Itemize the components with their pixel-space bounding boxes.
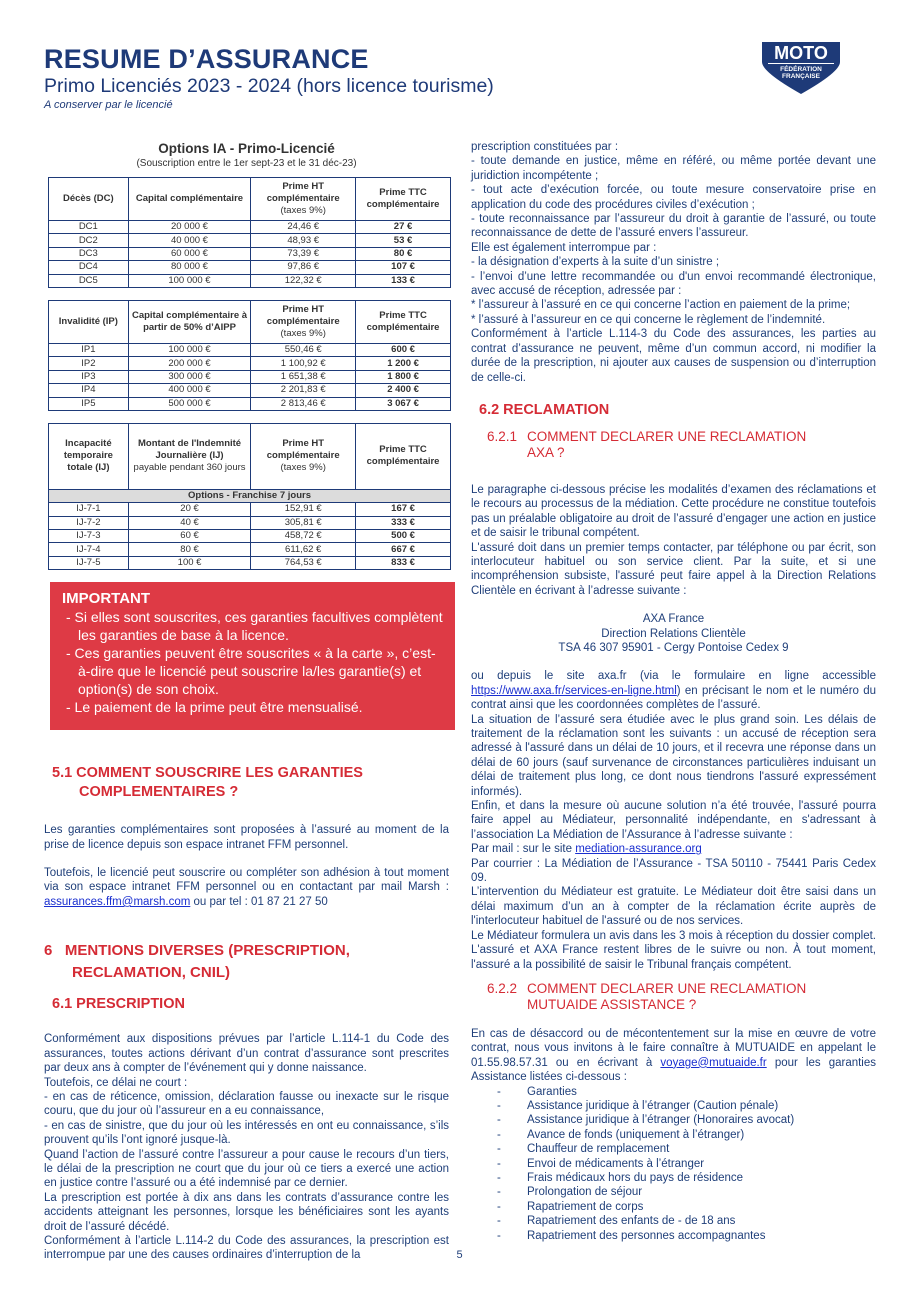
- address-line: AXA France: [642, 613, 705, 626]
- table-cell: 80 000 €: [128, 261, 251, 274]
- table-row: [49, 343, 451, 356]
- svg-text:MOTO: MOTO: [774, 43, 828, 63]
- table-cell: DC2: [49, 234, 129, 247]
- table-cell: 100 €: [128, 556, 251, 569]
- page-title: RESUME D’ASSURANCE: [44, 44, 369, 74]
- table-row: [49, 530, 451, 543]
- table-cell: 80 €: [128, 543, 251, 556]
- table-cell: 73,39 €: [251, 247, 356, 260]
- table-cell: DC3: [49, 247, 129, 260]
- s51-paragraph-2: Toutefois, le licencié peut souscrire ou compléter son adhésion à tout moment via son espace intranet FFM personnel ou en contactant par mail Marsh : assurances.ffm@marsh.com ou par tel : 01 87 21 27 50: [44, 867, 449, 908]
- guarantees-list: [471, 1085, 876, 1243]
- table-body: [49, 503, 451, 570]
- table-cell: IP5: [49, 397, 129, 410]
- table-cell: 550,46 €: [251, 343, 356, 356]
- s51-paragraph-1: Les garanties complémentaires sont proposées à l’assuré au moment de la prise de licence depuis son espace intranet FFM personnel.: [44, 824, 449, 851]
- page-number: 5: [456, 1249, 463, 1261]
- subsection-6-2-2-title: 6.2.2 COMMENT DECLARER UNE RECLAMATION MUTUAIDE ASSISTANCE ?: [487, 980, 807, 1012]
- table-cell: 100 000 €: [128, 274, 251, 287]
- table-cell: 458,72 €: [251, 530, 356, 543]
- important-title: IMPORTANT: [62, 590, 151, 608]
- table-cell: DC1: [49, 221, 129, 234]
- list-item: - Frais médicaux hors du pays de résidence: [497, 1171, 744, 1184]
- table-cell: 833 €: [356, 556, 451, 569]
- marsh-email-link[interactable]: assurances.ffm@marsh.com: [44, 895, 191, 908]
- table-row: [49, 384, 451, 397]
- table-separator: Options - Franchise 7 jours: [49, 489, 451, 502]
- mediation-link[interactable]: mediation-assurance.org: [575, 843, 702, 856]
- table-cell: 764,53 €: [251, 556, 356, 569]
- table-cell: 333 €: [356, 516, 451, 529]
- s61-lines: [44, 1076, 449, 1263]
- table-header: Prime TTC complémentaire: [356, 178, 451, 221]
- right-column: [471, 140, 876, 1243]
- table-cell: 305,81 €: [251, 516, 356, 529]
- table-cell: 48,93 €: [251, 234, 356, 247]
- table-cell: IJ-7-3: [49, 530, 129, 543]
- table-cell: IJ-7-4: [49, 543, 129, 556]
- table-row: [49, 221, 451, 234]
- table-cell: 600 €: [356, 343, 451, 356]
- s61-paragraph: Conformément aux dispositions prévues par l’article L.114-1 du Code des assurances, toutes actions dérivant d’un contrat d’assurance sont prescrites par deux ans à compter de l’événement qui y donne naissance.: [44, 1033, 449, 1075]
- text-line: Conformément à l’article L.114-2 du Code des assurances, la prescription est interrompue par une des causes ordinaires d’interruption de la: [44, 1234, 449, 1262]
- mutuaide-email-link[interactable]: voyage@mutuaide.fr: [660, 1056, 767, 1069]
- table-row: [49, 397, 451, 410]
- s621-paragraph-6: Par mail : sur le site mediation-assurance.org: [471, 843, 702, 856]
- text-line: - l’envoi d’une lettre recommandée ou d'un envoi recommandé électronique, avec accusé de réception, adressée par :: [471, 270, 876, 298]
- s621-paragraph-5: Enfin, et dans la mesure où aucune solution n’a été trouvée, l'assuré pourra faire appel au Médiateur, personnalité indépendante, en s'adressant à l’association La Médiation de l’Assurance à l’adresse suivante :: [471, 800, 876, 841]
- address-line: Direction Relations Clientèle: [601, 627, 746, 640]
- prescription-continued: [471, 140, 876, 385]
- table-header: Prime TTC complémentaire: [356, 423, 451, 489]
- table-header: Prime HT complémentaire (taxes 9%): [251, 300, 356, 343]
- table-cell: IP1: [49, 343, 129, 356]
- table-header: Capital complémentaire: [128, 178, 251, 221]
- s621-paragraph-1: Le paragraphe ci-dessous précise les modalités d’examen des réclamations et le recours au processus de la médiation. Cette procédure ne constitue toutefois pas un préalable obligatoire au droit de l’assuré d’engager une action en justice et de saisir le tribunal compétent.: [471, 483, 876, 540]
- left-column: [44, 140, 449, 1263]
- table-header: Décès (DC): [49, 178, 129, 221]
- table-cell: 1 800 €: [356, 370, 451, 383]
- list-item: - Ces garanties peuvent être souscrites « à la carte », c’est-à-dire que le licencié peut souscrire la/les garantie(s) et option(s) de son choix.: [66, 645, 436, 698]
- section-title-line: 5.1 COMMENT SOUSCRIRE LES GARANTIES: [52, 765, 363, 782]
- list-item: - Prolongation de séjour: [497, 1186, 643, 1199]
- section-6-title: [44, 940, 449, 984]
- table-cell: 60 €: [128, 530, 251, 543]
- list-item: - Rapatriement des enfants de - de 18 ans: [497, 1215, 736, 1228]
- text-line: La prescription est portée à dix ans dans les contrats d’assurance contre les accidents atteignant les personnes, lorsque les bénéficiaires sont les ayants droit de l’assuré décédé.: [44, 1191, 449, 1233]
- table-header: Prime HT complémentaire (taxes 9%): [251, 178, 356, 221]
- table-deces: [48, 177, 451, 288]
- list-item: - Si elles sont souscrites, ces garanties facultives complètent les garanties de base à la licence.: [66, 609, 443, 644]
- table-cell: 122,32 €: [251, 274, 356, 287]
- text-line: prescription constituées par :: [471, 141, 619, 153]
- table-cell: DC4: [49, 261, 129, 274]
- text-line: Conformément à l’article L.114-3 du Code des assurances, les parties au contrat d’assurance ne peuvent, même d’un commun accord, ni modifier la durée de la prescription, ni ajouter aux causes de suspension ou d’interruption de celle-ci.: [471, 328, 876, 384]
- table-header: Prime TTC complémentaire: [356, 300, 451, 343]
- table-row: [49, 357, 451, 370]
- table-cell: IP3: [49, 370, 129, 383]
- axa-services-link[interactable]: https://www.axa.fr/services-en-ligne.html: [471, 684, 677, 697]
- svg-text:FRANÇAISE: FRANÇAISE: [782, 73, 820, 80]
- table-cell: 500 000 €: [128, 397, 251, 410]
- s621-paragraph-9: Le Médiateur formulera un avis dans les 3 mois à réception du dossier complet. L'assuré et AXA France restent libres de le suivre ou non. À tout moment, l'assuré a la possibilité de saisir le Tribunal français compétent.: [471, 929, 876, 971]
- important-list: [62, 608, 443, 716]
- table-invalidite: [48, 300, 451, 411]
- list-item: - Le paiement de la prime peut être mensualisé.: [66, 699, 363, 716]
- table-cell: 80 €: [356, 247, 451, 260]
- options-subtitle: (Souscription entre le 1er sept-23 et le 31 déc-23): [136, 158, 357, 169]
- list-item: - Envoi de médicaments à l’étranger: [497, 1157, 705, 1170]
- subsection-6-2-1-title: 6.2.1 COMMENT DECLARER UNE RECLAMATION AXA ?: [487, 428, 807, 460]
- table-cell: IJ-7-2: [49, 516, 129, 529]
- table-cell: 1 100,92 €: [251, 357, 356, 370]
- text-line: - toute reconnaissance par l’assureur du droit à garantie de l’assuré, ou toute reconnaissance de dette de l’assuré envers l’assureur.: [471, 213, 876, 240]
- section-title-line: RECLAMATION, CNIL): [72, 964, 231, 982]
- page-header: [44, 44, 884, 124]
- list-item: - Avance de fonds (uniquement à l’étranger): [497, 1128, 745, 1141]
- list-item: - Assistance juridique à l’étranger (Caution pénale): [497, 1099, 779, 1112]
- text-line: Toutefois, ce délai ne court :: [44, 1076, 188, 1089]
- table-cell: 611,62 €: [251, 543, 356, 556]
- table-cell: 27 €: [356, 221, 451, 234]
- text-line: - en cas de réticence, omission, déclaration fausse ou inexacte sur le risque couru, que du jour où l’assureur en a eu connaissance,: [44, 1090, 449, 1118]
- table-cell: 133 €: [356, 274, 451, 287]
- table-cell: 667 €: [356, 543, 451, 556]
- table-row: [49, 274, 451, 287]
- table-cell: 3 067 €: [356, 397, 451, 410]
- text-line: * l’assuré à l’assureur en ce qui concerne le règlement de l’indemnité.: [471, 313, 826, 326]
- table-row: [49, 247, 451, 260]
- table-cell: 40 000 €: [128, 234, 251, 247]
- list-item: - Rapatriement de corps: [497, 1200, 644, 1213]
- table-cell: 100 000 €: [128, 343, 251, 356]
- table-cell: IP2: [49, 357, 129, 370]
- table-row: [49, 543, 451, 556]
- text-line: Elle est également interrompue par :: [471, 241, 657, 254]
- s621-paragraph-4: La situation de l’assuré sera étudiée avec le plus grand soin. Les délais de traitement de la réclamation sont les suivants : un accusé de réception sera adressé à l'assuré dans un délai de 10 jours, et il recevra une réponse dans un délai de 60 jours (sauf survenance de circonstances particulières induisant un délai de traitement plus long, ce dont nous tiendrons l'assuré expressément informés).: [471, 713, 876, 798]
- table-row: [49, 261, 451, 274]
- s622-paragraph: En cas de désaccord ou de mécontentement sur la mise en œuvre de votre contrat, nous vous invitons à le faire connaître à MUTUAIDE en appelant le 01.55.98.57.31 ou en écrivant à voyage@mutuaide.fr pour les garanties Assistance listées ci-dessous :: [471, 1027, 877, 1084]
- table-header: Capital complémentaire à partir de 50% d’AIPP: [128, 300, 251, 343]
- page-note: A conserver par le licencié: [44, 99, 173, 111]
- table-cell: 500 €: [356, 530, 451, 543]
- table-cell: 1 200 €: [356, 357, 451, 370]
- options-title: Options IA - Primo-Licencié: [158, 141, 335, 156]
- section-5-1-title: [52, 764, 449, 802]
- table-cell: 300 000 €: [128, 370, 251, 383]
- table-header: Montant de l'Indemnité Journalière (IJ) payable pendant 360 jours: [128, 423, 251, 489]
- table-cell: 167 €: [356, 503, 451, 516]
- table-cell: 97,86 €: [251, 261, 356, 274]
- table-cell: IP4: [49, 384, 129, 397]
- table-cell: 20 000 €: [128, 221, 251, 234]
- table-cell: 20 €: [128, 503, 251, 516]
- table-cell: 40 €: [128, 516, 251, 529]
- svg-text:FÉDÉRATION: FÉDÉRATION: [780, 66, 822, 73]
- table-cell: 60 000 €: [128, 247, 251, 260]
- text-line: Quand l’action de l’assuré contre l’assureur a pour cause le recours d’un tiers, le délai de la prescription ne court que du jour où ce tiers a exercé une action en justice contre l’assuré ou a été indemnisé par ce dernier.: [44, 1148, 449, 1190]
- list-item: - Rapatriement des personnes accompagnantes: [497, 1229, 766, 1242]
- s621-paragraph-3: ou depuis le site axa.fr (via le formulaire en ligne accessible https://www.axa.fr/services-en-ligne.html) en précisant le nom et le numéro du contrat ainsi que les coordonnées complètes de l’assuré.: [471, 670, 876, 712]
- table-row: [49, 234, 451, 247]
- section-6-2-title: 6.2 RECLAMATION: [479, 401, 610, 418]
- table-cell: DC5: [49, 274, 129, 287]
- table-cell: 152,91 €: [251, 503, 356, 516]
- table-row: [49, 556, 451, 569]
- text-line: - en cas de sinistre, que du jour où les intéressés en ont eu connaissance, s’ils prouvent qu’ils l’ont ignoré jusque-là.: [44, 1119, 449, 1147]
- table-incapacite: [48, 423, 451, 570]
- s621-paragraph-7: Par courrier : La Médiation de l’Assurance - TSA 50110 - 75441 Paris Cedex 09.: [471, 857, 876, 885]
- table-cell: IJ-7-5: [49, 556, 129, 569]
- table-body: [49, 343, 451, 410]
- table-header: Prime HT complémentaire (taxes 9%): [251, 423, 356, 489]
- ffm-moto-logo: [758, 38, 844, 98]
- list-item: - Chauffeur de remplacement: [497, 1143, 670, 1156]
- list-item: - Garanties: [497, 1085, 577, 1098]
- table-cell: 200 000 €: [128, 357, 251, 370]
- important-box: [50, 582, 455, 730]
- table-cell: IJ-7-1: [49, 503, 129, 516]
- table-cell: 2 400 €: [356, 384, 451, 397]
- table-row: [49, 370, 451, 383]
- table-cell: 2 813,46 €: [251, 397, 356, 410]
- table-row: [49, 503, 451, 516]
- table-body: [49, 221, 451, 288]
- address-line: TSA 46 307 95901 - Cergy Pontoise Cedex 9: [558, 641, 789, 654]
- section-title-line: COMPLEMENTAIRES ?: [79, 784, 239, 801]
- axa-address: [471, 612, 876, 655]
- text-line: - toute demande en justice, même en référé, ou même portée devant une juridiction incompétente ;: [471, 155, 876, 182]
- table-header: Incapacité temporaire totale (IJ): [49, 423, 129, 489]
- section-title-line: 6 MENTIONS DIVERSES (PRESCRIPTION,: [44, 942, 350, 960]
- s621-paragraph-2: L'assuré doit dans un premier temps contacter, par téléphone ou par écrit, son interlocuteur habituel ou son service client. Par la suite, et si une incompréhension subsiste, l'assuré peut faire appel à la Direction Relations Clientèle en écrivant à l’adresse suivante :: [471, 541, 876, 597]
- table-cell: 53 €: [356, 234, 451, 247]
- section-6-1-title: 6.1 PRESCRIPTION: [52, 996, 185, 1013]
- table-row: [49, 516, 451, 529]
- table-header: Invalidité (IP): [49, 300, 129, 343]
- table-cell: 2 201,83 €: [251, 384, 356, 397]
- page-subtitle: Primo Licenciés 2023 - 2024 (hors licence tourisme): [44, 75, 494, 97]
- table-cell: 107 €: [356, 261, 451, 274]
- table-cell: 1 651,38 €: [251, 370, 356, 383]
- text-line: - tout acte d’exécution forcée, ou toute mesure conservatoire prise en application du code des procédures civiles d’exécution ;: [471, 184, 876, 211]
- text-line: * l’assureur à l’assuré en ce qui concerne l’action en paiement de la prime;: [471, 299, 851, 312]
- table-cell: 24,46 €: [251, 221, 356, 234]
- text-line: - la désignation d’experts à la suite d’un sinistre ;: [471, 256, 720, 269]
- list-item: - Assistance juridique à l’étranger (Honoraires avocat): [497, 1114, 795, 1127]
- table-cell: 400 000 €: [128, 384, 251, 397]
- s621-paragraph-8: L’intervention du Médiateur est gratuite. Le Médiateur doit être saisi dans un délai maximum d’un an à compter de la réclamation écrite auprès de l'interlocuteur habituel de l'assuré ou de nos services.: [471, 886, 876, 928]
